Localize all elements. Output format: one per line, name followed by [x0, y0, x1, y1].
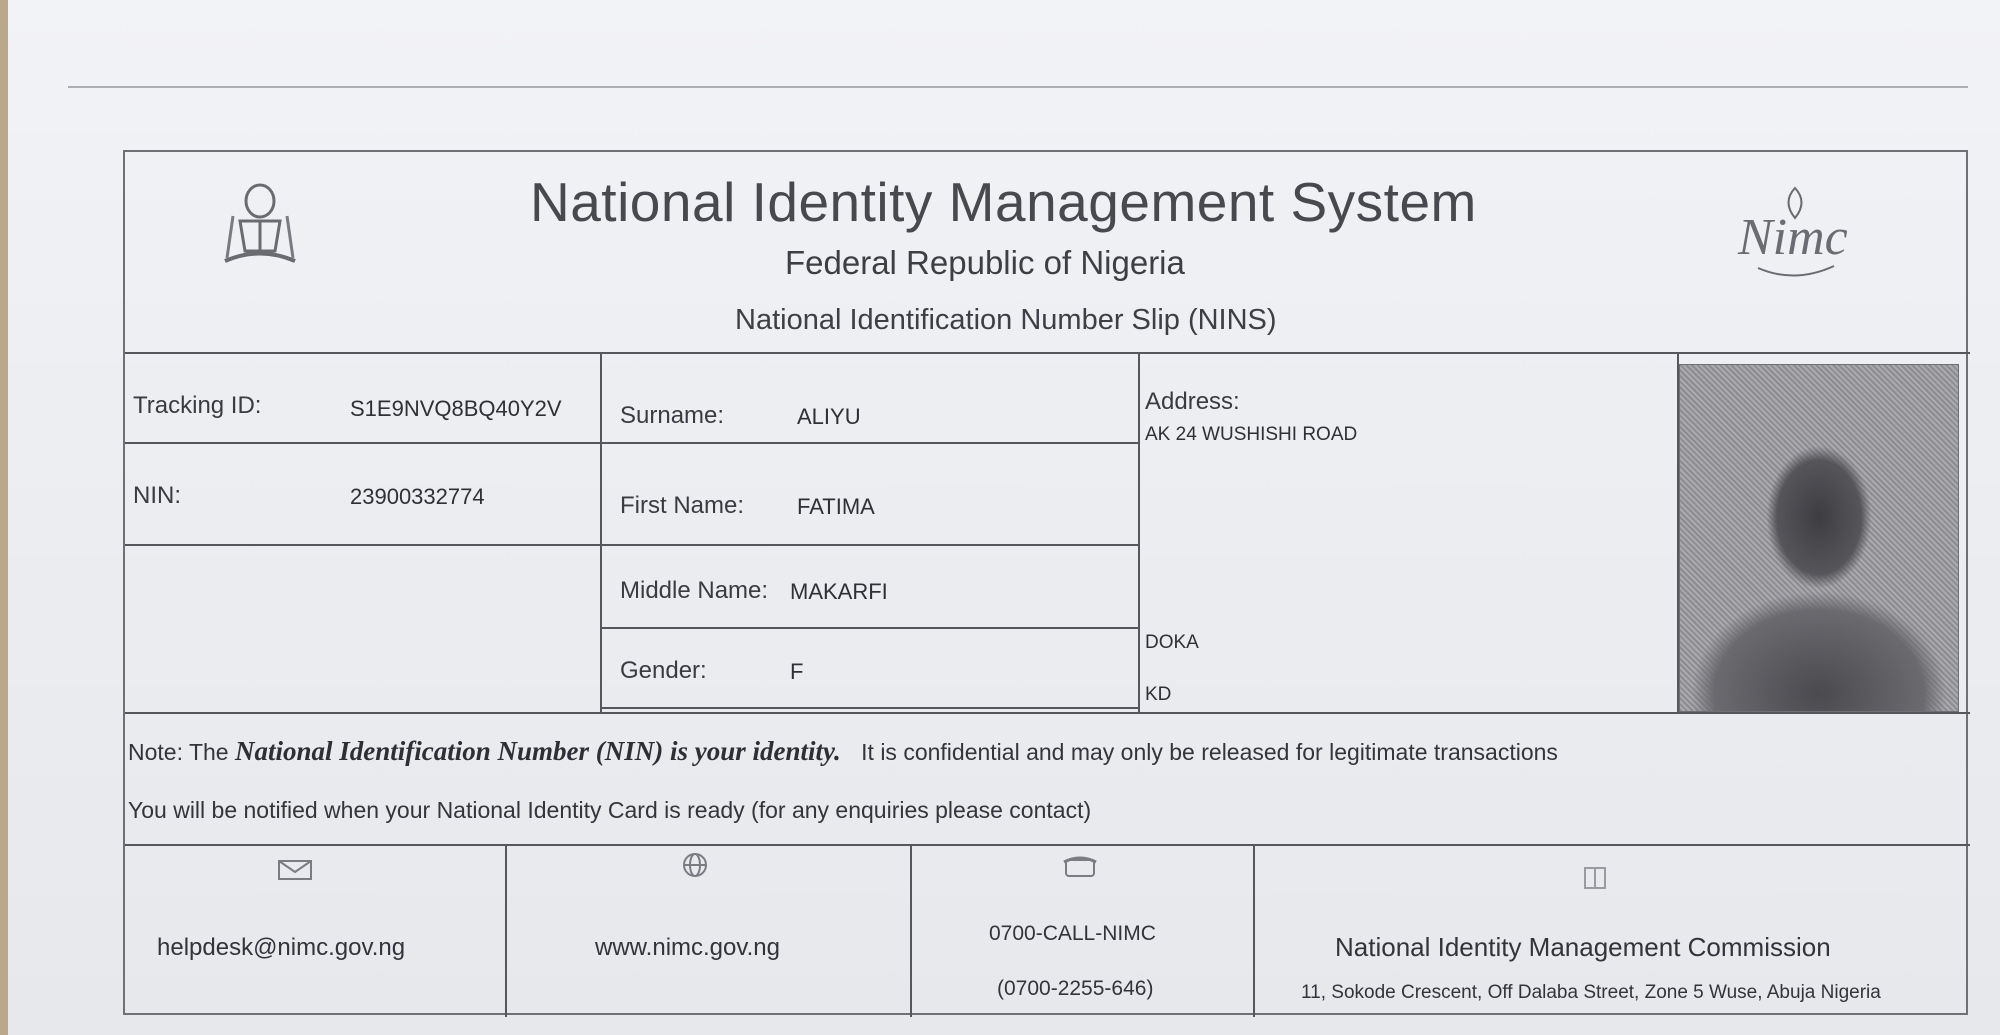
address-line-1: AK 24 WUSHISHI ROAD — [1145, 424, 1358, 445]
tracking-id-value: S1E9NVQ8BQ40Y2V — [350, 396, 562, 421]
surname-value: ALIYU — [797, 404, 861, 429]
gender-label: Gender: — [620, 657, 707, 684]
holder-photo — [1679, 364, 1959, 712]
paper-sheet — [8, 0, 2000, 1035]
middle-name-label: Middle Name: — [620, 577, 769, 604]
surname-label: Surname: — [620, 402, 725, 429]
paper-fold — [68, 86, 1968, 88]
page-title: National Identity Management System — [530, 171, 1477, 233]
phone-name: 0700-CALL-NIMC — [989, 922, 1156, 945]
nin-value: 23900332774 — [350, 484, 485, 509]
note-emphasis: National Identification Number (NIN) is your identity. — [234, 736, 841, 766]
globe-icon — [675, 852, 715, 878]
coat-of-arms-icon — [215, 166, 305, 276]
nimc-logo — [1730, 180, 1860, 280]
note-rest: It is confidential and may only be released for legitimate transactions — [861, 739, 1558, 765]
nin-slip — [123, 150, 1968, 1015]
first-name-label: First Name: — [620, 492, 745, 519]
address-line-3: KD — [1145, 684, 1172, 705]
helpdesk-email[interactable]: helpdesk@nimc.gov.ng — [157, 934, 406, 961]
email-icon — [275, 857, 315, 883]
gender-value: F — [790, 659, 804, 684]
first-name-value: FATIMA — [797, 494, 875, 519]
nin-label: NIN: — [133, 482, 181, 509]
phone-icon — [1060, 854, 1100, 880]
website-link[interactable]: www.nimc.gov.ng — [595, 934, 780, 961]
org-address: 11, Sokode Crescent, Off Dalaba Street, Zone 5 Wuse, Abuja Nigeria — [1301, 982, 1881, 1003]
building-icon — [1575, 864, 1615, 890]
nimc-logo-text: Nimc — [1738, 209, 1848, 266]
note-line-2: You will be notified when your National Identity Card is ready (for any enquiries please contact) — [128, 797, 1092, 823]
note-prefix: Note: The — [128, 739, 229, 765]
org-name: National Identity Management Commission — [1335, 932, 1831, 962]
slip-name: National Identification Number Slip (NINS) — [735, 304, 1277, 336]
tracking-id-label: Tracking ID: — [133, 392, 262, 419]
address-label: Address: — [1145, 388, 1240, 415]
phone-number: (0700-2255-646) — [997, 977, 1154, 1000]
page-subtitle: Federal Republic of Nigeria — [785, 244, 1185, 281]
address-line-2: DOKA — [1145, 632, 1199, 653]
middle-name-value: MAKARFI — [790, 579, 888, 604]
note-line-1 — [128, 736, 1558, 767]
